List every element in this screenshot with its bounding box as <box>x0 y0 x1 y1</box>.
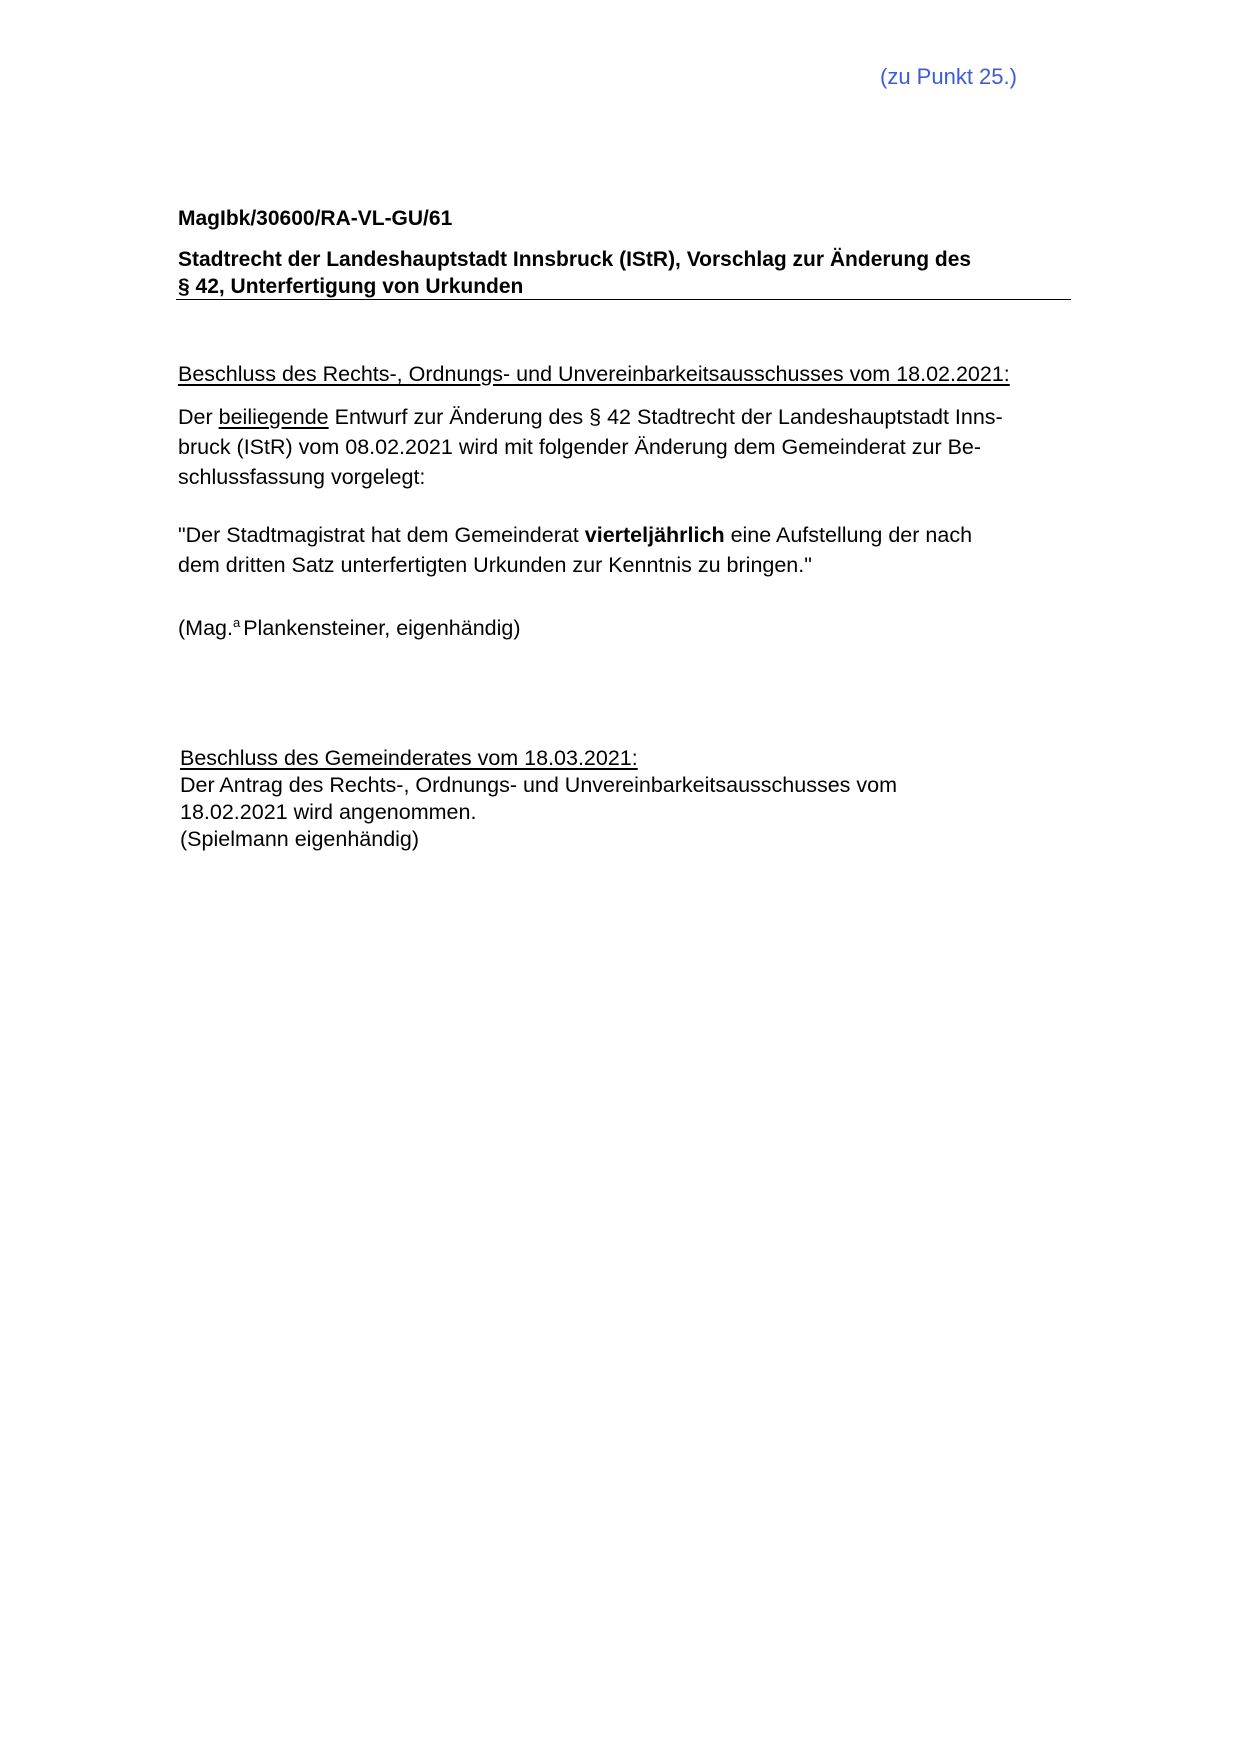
committee-signature <box>178 608 1078 643</box>
council-resolution-heading: Beschluss des Gemeinderates vom 18.03.2021: <box>180 746 638 770</box>
document-title-line-1: Stadtrecht der Landeshauptstadt Innsbruck (IStR), Vorschlag zur Änderung des <box>178 248 972 271</box>
document-title-line-2: § 42, Unterfertigung von Urkunden <box>178 275 524 298</box>
council-text-line-1: Der Antrag des Rechts-, Ordnungs- und Unvereinbarkeitsausschusses vom <box>180 773 898 797</box>
committee-text-line-2: bruck (IStR) vom 08.02.2021 wird mit folgender Änderung dem Gemeinderat zur Be- <box>178 435 982 459</box>
committee-text-line-1 <box>178 402 1078 432</box>
amendment-quote <box>178 520 1078 580</box>
quote-bold-term: vierteljährlich <box>584 523 725 547</box>
signature-suffix: Plankensteiner, eigenhändig) <box>243 616 521 640</box>
committee-resolution-heading: Beschluss des Rechts-, Ordnungs- und Unvereinbarkeitsausschusses vom 18.02.2021: <box>178 362 1010 386</box>
signature-superscript: a <box>232 615 241 630</box>
quote-suffix: eine Aufstellung der nach <box>724 523 973 547</box>
document-title <box>178 246 1071 300</box>
committee-text-line-3: schlussfassung vorgelegt: <box>178 465 426 489</box>
council-text-line-2: 18.02.2021 wird angenommen. <box>180 800 477 824</box>
council-resolution <box>180 745 980 853</box>
committee-text-suffix: Entwurf zur Änderung des § 42 Stadtrecht der Landeshauptstadt Inns- <box>328 405 1003 429</box>
enclosed-draft-link: beiliegende <box>218 405 329 429</box>
committee-resolution <box>178 359 1078 643</box>
signature-prefix: (Mag. <box>178 616 233 640</box>
amendment-quote-line-2: dem dritten Satz unterfertigten Urkunden zur Kenntnis zu bringen." <box>178 553 812 577</box>
quote-prefix: "Der Stadtmagistrat hat dem Gemeinderat <box>178 523 585 547</box>
document-number: MagIbk/30600/RA-VL-GU/61 <box>178 207 453 230</box>
committee-text-prefix: Der <box>178 405 219 429</box>
committee-resolution-text <box>178 402 1078 492</box>
page-reference: (zu Punkt 25.) <box>880 64 1017 89</box>
title-divider <box>176 299 1071 300</box>
council-signature: (Spielmann eigenhändig) <box>180 827 420 851</box>
amendment-quote-line-1 <box>178 520 1078 550</box>
